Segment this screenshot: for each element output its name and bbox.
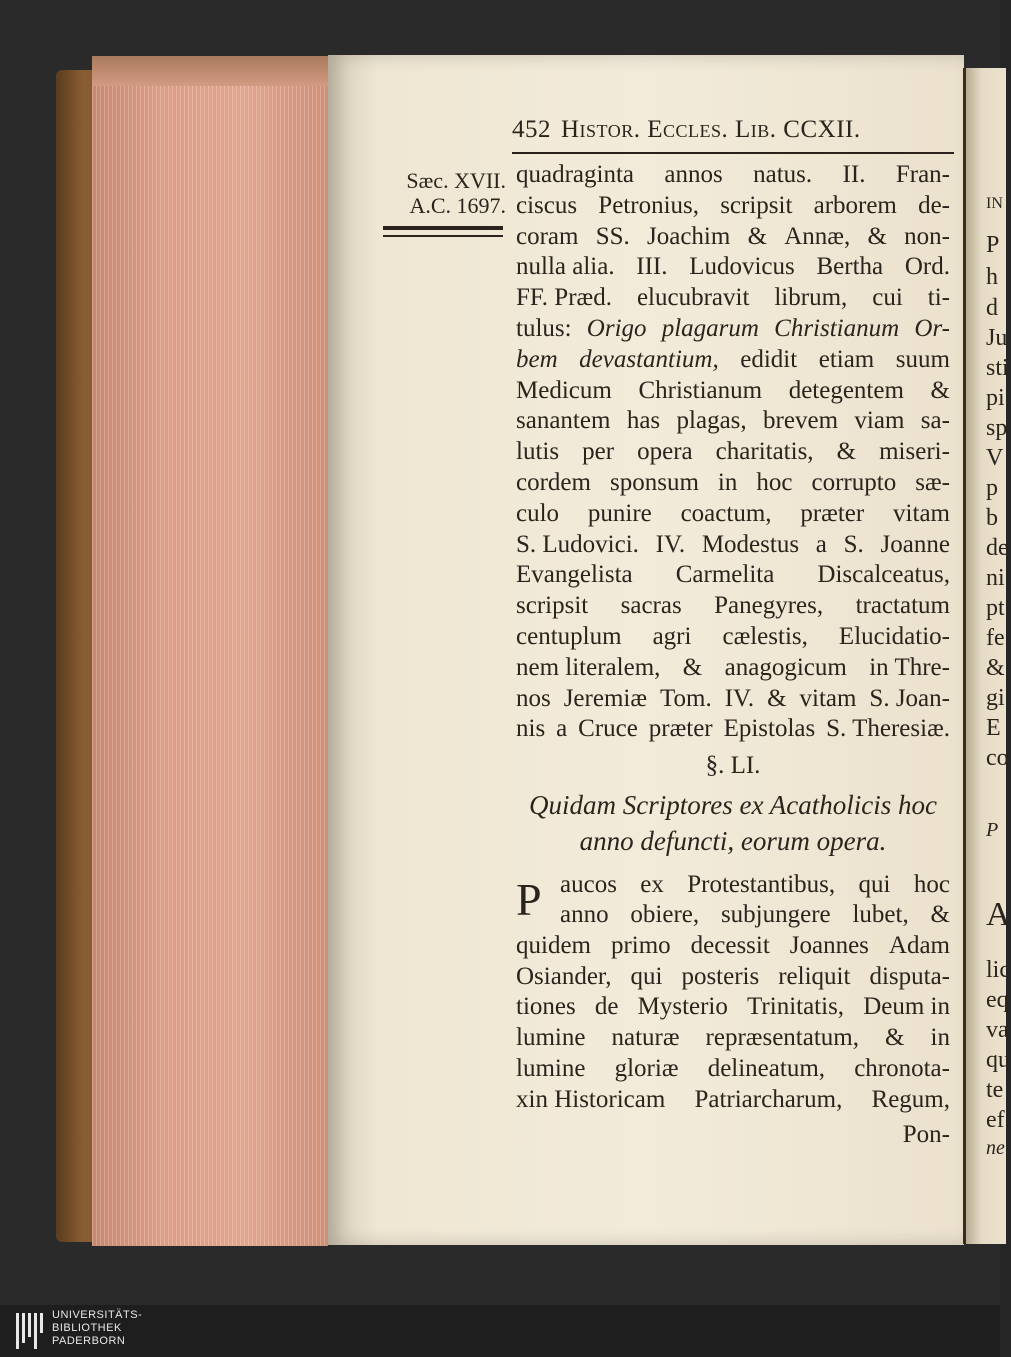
word: præter [800,499,865,527]
word: Panegyres, [714,592,824,620]
word: annos [664,161,723,188]
text-line [516,160,950,190]
word: coram [516,222,579,250]
page-number: 452 [512,116,551,143]
word: & [747,222,768,250]
text-line [516,931,950,961]
word: cordem [516,469,591,496]
word: anno [560,901,609,928]
word: sæ- [915,469,950,496]
library-name [52,1309,142,1348]
word: bem [516,345,558,373]
word: disputa- [869,962,950,990]
word: sanantem [516,407,611,435]
word: suum [895,345,950,373]
word: Mysterio [637,993,728,1021]
word: Joannes [789,931,869,959]
word: Petronius, [598,191,699,219]
word: Ludovicus [689,253,795,281]
word: primo [610,931,671,959]
facing-page-fragment: sp [986,415,1008,441]
word: & [930,376,950,404]
text-line [516,406,950,436]
word: repræsentatum, [705,1024,859,1052]
word: vitam [799,684,857,712]
word: præter [648,715,713,743]
margin-rule [383,226,503,230]
word: subjungere [720,901,831,928]
word: culo [516,499,560,527]
word: corrupto [811,469,897,496]
word: Medicum [516,376,612,404]
facing-page-fragment: A [986,896,1011,933]
word: a [815,530,827,558]
word: lumine [516,1055,586,1082]
word: posteris [681,962,760,990]
word: cui [872,284,903,312]
text-line [516,714,950,744]
facing-page-fragment: E [986,715,1001,741]
word: charitatis, [715,438,814,466]
word: brevem [763,407,839,435]
text-line [516,252,950,282]
word: & [930,901,950,928]
word: Fran- [895,161,950,188]
margin-year: A.C. 1697. [409,193,506,219]
text-line [516,314,950,344]
word: tulus: [516,315,572,342]
word: decessit [690,931,770,959]
word: librum, [774,284,848,312]
word: Cruce [578,715,638,743]
running-header [512,116,954,154]
library-logo-icon [14,1309,48,1353]
catchword: Pon- [902,1121,950,1148]
word: Joanne [880,530,950,558]
library-footer [0,1305,1000,1357]
facing-page-fragment: d [986,295,998,321]
text-line [516,591,950,621]
word: detegentem [788,376,904,404]
word: S. [843,530,864,558]
section-mark: §. LI. [705,752,761,779]
word: devastantium, [579,345,719,373]
page-edges [92,60,328,1246]
word: III. [636,253,668,281]
facing-page-fragment: ef [986,1107,1005,1133]
facing-page-fragment: P [986,819,999,841]
word: obiere, [630,901,700,928]
text-line [516,222,950,252]
word: plagas, [676,407,747,435]
section-title-line2: anno defuncti, eorum opera. [579,826,887,856]
word: scripsit [720,191,793,219]
library-name-line1: UNIVERSITÄTS- [52,1309,143,1321]
facing-page-fragment: te [986,1077,1004,1103]
word: xin Historicam [516,1085,666,1113]
word: FF. Præd. [516,284,612,312]
word: nos [516,684,551,712]
word: nem literalem, [516,653,661,681]
facing-page-fragment: ni [986,565,1005,591]
word: Discalceatus, [817,561,950,589]
facing-page-fragment: pt [986,595,1005,621]
facing-page-fragment: p [986,475,998,501]
word: S. Theresiæ. [826,715,950,743]
margin-century: Sæc. XVII. [406,168,506,193]
word: aucos [560,871,617,898]
word: Modestus [701,530,800,558]
word: punire [587,499,652,527]
facing-page-fragment: gi [986,685,1005,711]
word: viam [854,407,905,435]
word: ex [640,871,664,898]
word: delineatum, [707,1055,826,1082]
word: qui [858,871,891,898]
facing-page-fragment: & [986,655,1005,681]
word: qui [630,962,663,990]
word: Or- [914,315,950,342]
word: Jeremiæ [563,684,648,712]
facing-page-fragment: h [986,264,998,290]
facing-page-fragment: lic [986,957,1010,983]
word: a [556,715,568,743]
facing-page-fragment: sti [986,355,1009,381]
word: etiam [818,345,875,373]
word: Trinitatis, [747,993,845,1021]
facing-page-fragment: Ju [986,325,1008,351]
facing-page-fragment: va [986,1017,1009,1043]
word: naturæ [611,1024,680,1052]
word: Joachim [647,222,731,250]
word: Origo [586,315,647,342]
word: nulla alia. [516,253,615,281]
word: Patriarcharum, [694,1085,843,1113]
word: in [930,1024,950,1052]
word: hoc [756,469,793,496]
margin-rule-thin [383,235,503,237]
facing-page-edge [963,68,1011,1244]
facing-page-fragment: eq [986,987,1009,1013]
facing-page-fragment: V [986,445,1004,471]
text-line [516,992,950,1022]
word: miseri- [879,438,950,466]
facing-page-fragment: pi [986,385,1005,411]
word: cælestis, [722,623,808,650]
facing-page-fragment: qu [986,1047,1010,1073]
word: lumine [516,1024,586,1052]
word: tiones [516,993,576,1021]
word: centuplum [516,623,622,650]
word: sacras [620,592,682,620]
text-line [516,653,950,683]
word: nis [516,715,546,743]
word: coactum, [680,499,772,527]
running-title: Histor. Eccles. Lib. CCXII. [561,116,861,143]
word: Protestantibus, [687,871,836,898]
word: IV. [655,530,686,558]
word: S. Ludovici. [516,530,639,558]
facing-page-fragment: fe [986,625,1005,651]
word: Deum in [863,993,950,1021]
page-edges-top [92,56,328,86]
word: natus. [753,161,813,188]
word: opera [637,438,693,466]
text-line [516,376,950,406]
word: has [626,407,661,435]
word: Christianum [774,315,900,342]
text-line [516,499,950,529]
drop-cap: P [516,874,542,925]
word: ti- [927,284,950,312]
text-line [516,622,950,652]
text-line [516,962,950,992]
word: de [594,993,619,1021]
section-title-line1: Quidam Scriptores ex Acatholicis hoc [529,790,937,820]
text-line [560,870,950,900]
text-line [516,283,950,313]
word: scripsit [516,592,589,620]
word: lutis [516,438,560,466]
facing-page-fragment: IN [986,195,1003,212]
word: Bertha [816,253,884,281]
text-line [516,1023,950,1053]
text-line [516,684,950,714]
facing-page-fragment: P [986,232,1000,258]
word: Tom. [660,684,712,712]
facing-page-fragment: ne [986,1137,1005,1159]
word: S. Joan- [869,684,950,712]
word: & [836,438,857,466]
text-line [516,1054,950,1084]
word: in [717,469,738,496]
word: edidit [740,345,798,373]
word: IV. [724,684,755,712]
word: chronota- [854,1055,950,1082]
word: II. [842,161,866,188]
word: & [885,1024,905,1052]
text-line [516,1085,950,1115]
library-name-line3: PADERBORN [52,1335,126,1347]
text-line [516,345,950,375]
word: ciscus [516,191,578,219]
word: Adam [888,931,950,959]
facing-page-fragment: co [986,745,1009,771]
word: lubet, [852,901,909,928]
library-name-line2: BIBLIOTHEK [52,1322,122,1334]
word: SS. [595,222,630,250]
word: plagarum [661,315,759,342]
word: Elucidatio- [838,623,950,650]
text-line [516,437,950,467]
word: agri [652,623,692,650]
word: Ord. [904,253,950,281]
word: in Thre- [869,653,950,681]
word: arborem [813,191,897,219]
facing-page-fragment: b [986,505,998,531]
text-line [516,560,950,590]
text-line [516,191,950,221]
margin-note [382,168,506,219]
word: non- [904,222,950,250]
word: & [767,684,787,712]
text-line [516,468,950,498]
word: quadraginta [516,161,635,188]
word: gloriæ [614,1055,679,1082]
word: vitam [893,499,950,527]
word: Carmelita [675,561,775,589]
word: anagogicum [724,653,847,681]
word: & [867,222,887,250]
word: & [682,653,703,681]
facing-page-fragment: de [986,535,1009,561]
word: Evangelista [516,561,633,589]
word: Regum, [871,1085,950,1113]
text-line [516,530,950,560]
word: de- [918,191,950,219]
text-line [560,900,950,930]
word: tractatum [855,592,950,620]
word: reliquit [778,962,851,990]
word: Osiander, [516,962,612,990]
word: sponsum [609,469,699,496]
word: per [582,438,615,466]
word: elucubravit [636,284,750,312]
word: Epistolas [723,715,816,743]
word: quidem [516,931,591,959]
word: Annæ, [784,222,851,250]
word: Christianum [638,376,763,404]
word: hoc [913,871,950,898]
word: sa- [920,407,950,435]
